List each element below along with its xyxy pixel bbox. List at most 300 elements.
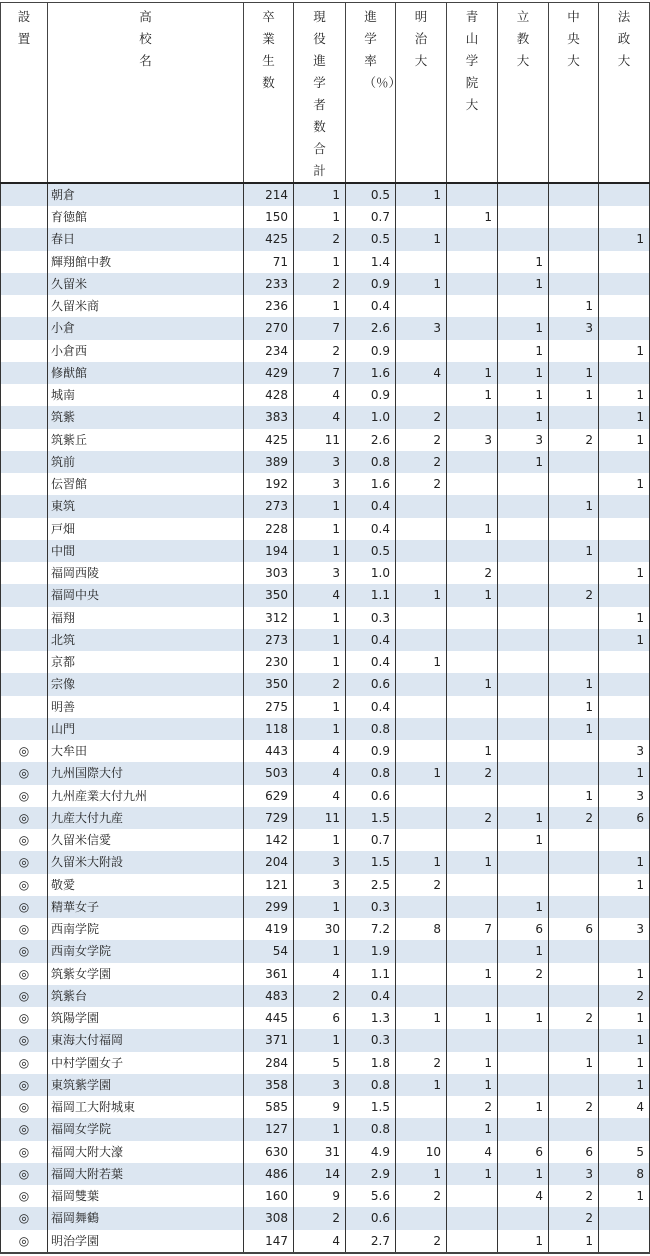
hosei-cell: 1 (599, 473, 650, 495)
table-row (1, 1096, 650, 1118)
rate-cell: 7.2 (346, 918, 396, 940)
table-row (1, 251, 650, 273)
mark-cell: ◎ (1, 762, 48, 784)
rikkyo-cell: 1 (498, 1163, 549, 1185)
header-establishment: 設置 (1, 3, 48, 184)
total-enrolled-cell: 9 (294, 1096, 346, 1118)
hosei-cell (599, 251, 650, 273)
table-body (1, 183, 650, 1253)
hosei-cell: 1 (599, 629, 650, 651)
aoyama-cell: 2 (447, 562, 498, 584)
rate-cell: 1.5 (346, 851, 396, 873)
total-enrolled-cell: 7 (294, 317, 346, 339)
rikkyo-cell: 1 (498, 451, 549, 473)
rikkyo-cell: 2 (498, 963, 549, 985)
table-row (1, 406, 650, 428)
table-row (1, 651, 650, 673)
meiji-cell: 1 (396, 851, 447, 873)
chuo-cell (549, 651, 599, 673)
rate-cell: 0.7 (346, 829, 396, 851)
rate-cell: 2.6 (346, 429, 396, 451)
rate-cell: 1.0 (346, 406, 396, 428)
chuo-cell: 2 (549, 1207, 599, 1229)
graduates-cell: 371 (244, 1029, 294, 1051)
meiji-cell (396, 518, 447, 540)
rikkyo-cell: 1 (498, 807, 549, 829)
rate-cell: 0.3 (346, 896, 396, 918)
meiji-cell (396, 562, 447, 584)
aoyama-cell: 1 (447, 584, 498, 606)
mark-cell: ◎ (1, 785, 48, 807)
aoyama-cell: 2 (447, 762, 498, 784)
mark-cell: ◎ (1, 1029, 48, 1051)
graduates-cell: 361 (244, 963, 294, 985)
hosei-cell: 1 (599, 406, 650, 428)
graduates-cell: 54 (244, 940, 294, 962)
school-name-cell: 朝倉 (48, 183, 244, 206)
mark-cell: ◎ (1, 940, 48, 962)
chuo-cell: 1 (549, 1230, 599, 1253)
meiji-cell (396, 985, 447, 1007)
hosei-cell: 5 (599, 1141, 650, 1163)
hosei-cell (599, 495, 650, 517)
rikkyo-cell: 1 (498, 1230, 549, 1253)
meiji-cell: 2 (396, 429, 447, 451)
aoyama-cell (447, 273, 498, 295)
hosei-cell (599, 718, 650, 740)
rate-cell: 1.4 (346, 251, 396, 273)
meiji-cell (396, 251, 447, 273)
graduates-cell: 150 (244, 206, 294, 228)
aoyama-cell: 2 (447, 1096, 498, 1118)
graduates-cell: 275 (244, 696, 294, 718)
hosei-cell: 4 (599, 1096, 650, 1118)
aoyama-cell (447, 718, 498, 740)
table-row (1, 1207, 650, 1229)
meiji-cell: 2 (396, 451, 447, 473)
graduates-cell: 121 (244, 874, 294, 896)
graduates-cell: 273 (244, 629, 294, 651)
mark-cell (1, 429, 48, 451)
aoyama-cell (447, 451, 498, 473)
chuo-cell (549, 183, 599, 206)
graduates-cell: 160 (244, 1185, 294, 1207)
meiji-cell: 2 (396, 1185, 447, 1207)
total-enrolled-cell: 11 (294, 807, 346, 829)
meiji-cell: 2 (396, 473, 447, 495)
table-row (1, 540, 650, 562)
rikkyo-cell: 1 (498, 340, 549, 362)
hosei-cell: 1 (599, 1074, 650, 1096)
aoyama-cell: 3 (447, 429, 498, 451)
chuo-cell (549, 518, 599, 540)
hosei-cell: 1 (599, 874, 650, 896)
table-row (1, 228, 650, 250)
rikkyo-cell (498, 1118, 549, 1140)
meiji-cell (396, 1096, 447, 1118)
aoyama-cell (447, 295, 498, 317)
meiji-cell: 1 (396, 1163, 447, 1185)
school-name-cell: 東筑紫学園 (48, 1074, 244, 1096)
hosei-cell: 1 (599, 1185, 650, 1207)
school-name-cell: 城南 (48, 384, 244, 406)
aoyama-cell: 1 (447, 362, 498, 384)
school-name-cell: 久留米信愛 (48, 829, 244, 851)
graduates-cell: 71 (244, 251, 294, 273)
graduates-cell: 270 (244, 317, 294, 339)
rate-cell: 0.4 (346, 696, 396, 718)
meiji-cell (396, 785, 447, 807)
meiji-cell: 2 (396, 406, 447, 428)
mark-cell (1, 362, 48, 384)
graduates-cell: 118 (244, 718, 294, 740)
meiji-cell (396, 740, 447, 762)
rate-cell: 0.4 (346, 985, 396, 1007)
chuo-cell (549, 940, 599, 962)
total-enrolled-cell: 1 (294, 183, 346, 206)
aoyama-cell: 1 (447, 1052, 498, 1074)
table-row (1, 1118, 650, 1140)
mark-cell: ◎ (1, 1074, 48, 1096)
rikkyo-cell (498, 740, 549, 762)
chuo-cell (549, 206, 599, 228)
meiji-cell: 1 (396, 273, 447, 295)
chuo-cell: 1 (549, 495, 599, 517)
aoyama-cell: 7 (447, 918, 498, 940)
hosei-cell (599, 206, 650, 228)
chuo-cell (549, 251, 599, 273)
rikkyo-cell (498, 985, 549, 1007)
hosei-cell: 1 (599, 607, 650, 629)
meiji-cell (396, 295, 447, 317)
hosei-cell: 1 (599, 1029, 650, 1051)
hosei-cell: 3 (599, 740, 650, 762)
table-row (1, 429, 650, 451)
school-name-cell: 中村学園女子 (48, 1052, 244, 1074)
graduates-cell: 486 (244, 1163, 294, 1185)
table-row (1, 495, 650, 517)
aoyama-cell: 1 (447, 206, 498, 228)
aoyama-cell (447, 406, 498, 428)
meiji-cell (396, 206, 447, 228)
meiji-cell: 1 (396, 1074, 447, 1096)
mark-cell: ◎ (1, 1230, 48, 1253)
mark-cell (1, 295, 48, 317)
chuo-cell (549, 740, 599, 762)
mark-cell (1, 406, 48, 428)
table-row (1, 851, 650, 873)
rikkyo-cell (498, 206, 549, 228)
table-row (1, 940, 650, 962)
school-name-cell: 春日 (48, 228, 244, 250)
rikkyo-cell (498, 518, 549, 540)
rikkyo-cell: 1 (498, 273, 549, 295)
chuo-cell (549, 762, 599, 784)
aoyama-cell (447, 540, 498, 562)
rate-cell: 0.5 (346, 183, 396, 206)
mark-cell (1, 317, 48, 339)
meiji-cell: 1 (396, 228, 447, 250)
total-enrolled-cell: 1 (294, 1118, 346, 1140)
school-name-cell: 筑紫台 (48, 985, 244, 1007)
hosei-cell (599, 829, 650, 851)
graduates-cell: 425 (244, 228, 294, 250)
chuo-cell (549, 629, 599, 651)
aoyama-cell (447, 340, 498, 362)
table-row (1, 874, 650, 896)
rate-cell: 0.4 (346, 651, 396, 673)
hosei-cell (599, 362, 650, 384)
rate-cell: 5.6 (346, 1185, 396, 1207)
graduates-cell: 230 (244, 651, 294, 673)
chuo-cell (549, 851, 599, 873)
chuo-cell: 1 (549, 718, 599, 740)
school-name-cell: 久留米 (48, 273, 244, 295)
total-enrolled-cell: 1 (294, 829, 346, 851)
mark-cell (1, 562, 48, 584)
chuo-cell (549, 829, 599, 851)
aoyama-cell (447, 228, 498, 250)
meiji-cell (396, 1207, 447, 1229)
aoyama-cell (447, 1029, 498, 1051)
rikkyo-cell (498, 228, 549, 250)
hosei-cell (599, 1118, 650, 1140)
school-name-cell: 京都 (48, 651, 244, 673)
school-name-cell: 九州産業大付九州 (48, 785, 244, 807)
meiji-cell (396, 673, 447, 695)
table-row (1, 451, 650, 473)
rate-cell: 2.7 (346, 1230, 396, 1253)
aoyama-cell (447, 940, 498, 962)
rikkyo-cell: 1 (498, 1096, 549, 1118)
graduates-cell: 236 (244, 295, 294, 317)
school-name-cell: 筑紫 (48, 406, 244, 428)
chuo-cell (549, 1029, 599, 1051)
table-row (1, 1029, 650, 1051)
total-enrolled-cell: 1 (294, 940, 346, 962)
rate-cell: 1.3 (346, 1007, 396, 1029)
chuo-cell: 6 (549, 1141, 599, 1163)
hosei-cell (599, 540, 650, 562)
rate-cell: 1.6 (346, 362, 396, 384)
rikkyo-cell (498, 785, 549, 807)
chuo-cell (549, 1118, 599, 1140)
total-enrolled-cell: 1 (294, 518, 346, 540)
total-enrolled-cell: 4 (294, 384, 346, 406)
total-enrolled-cell: 4 (294, 584, 346, 606)
hosei-cell: 1 (599, 384, 650, 406)
hosei-cell (599, 651, 650, 673)
total-enrolled-cell: 2 (294, 228, 346, 250)
admissions-table (0, 2, 650, 1254)
mark-cell: ◎ (1, 807, 48, 829)
total-enrolled-cell: 11 (294, 429, 346, 451)
total-enrolled-cell: 1 (294, 251, 346, 273)
school-name-cell: 福岡女学院 (48, 1118, 244, 1140)
hosei-cell (599, 1207, 650, 1229)
aoyama-cell: 2 (447, 807, 498, 829)
school-name-cell: 福岡大附若葉 (48, 1163, 244, 1185)
rikkyo-cell: 1 (498, 251, 549, 273)
rate-cell: 0.9 (346, 340, 396, 362)
aoyama-cell (447, 985, 498, 1007)
total-enrolled-cell: 2 (294, 985, 346, 1007)
hosei-cell: 3 (599, 785, 650, 807)
graduates-cell: 358 (244, 1074, 294, 1096)
graduates-cell: 630 (244, 1141, 294, 1163)
school-name-cell: 西南学院 (48, 918, 244, 940)
rate-cell: 0.4 (346, 295, 396, 317)
total-enrolled-cell: 3 (294, 1074, 346, 1096)
rate-cell: 0.5 (346, 540, 396, 562)
meiji-cell (396, 963, 447, 985)
graduates-cell: 483 (244, 985, 294, 1007)
mark-cell (1, 584, 48, 606)
chuo-cell (549, 896, 599, 918)
graduates-cell: 194 (244, 540, 294, 562)
mark-cell: ◎ (1, 1007, 48, 1029)
school-name-cell: 西南女学院 (48, 940, 244, 962)
total-enrolled-cell: 4 (294, 762, 346, 784)
aoyama-cell: 1 (447, 851, 498, 873)
mark-cell (1, 451, 48, 473)
header-total-enrolled: 現役進学者数合計 (294, 3, 346, 184)
chuo-cell: 2 (549, 1185, 599, 1207)
aoyama-cell (447, 495, 498, 517)
school-name-cell: 大牟田 (48, 740, 244, 762)
hosei-cell (599, 273, 650, 295)
rate-cell: 2.5 (346, 874, 396, 896)
total-enrolled-cell: 6 (294, 1007, 346, 1029)
mark-cell (1, 696, 48, 718)
rikkyo-cell (498, 762, 549, 784)
chuo-cell: 1 (549, 540, 599, 562)
rikkyo-cell: 3 (498, 429, 549, 451)
graduates-cell: 419 (244, 918, 294, 940)
hosei-cell: 3 (599, 918, 650, 940)
aoyama-cell: 1 (447, 1118, 498, 1140)
table-row (1, 473, 650, 495)
aoyama-cell (447, 473, 498, 495)
meiji-cell: 1 (396, 1007, 447, 1029)
header-rate: 進学率（％） (346, 3, 396, 184)
meiji-cell (396, 696, 447, 718)
mark-cell (1, 495, 48, 517)
rikkyo-cell: 6 (498, 918, 549, 940)
rikkyo-cell: 1 (498, 1007, 549, 1029)
mark-cell: ◎ (1, 1141, 48, 1163)
mark-cell (1, 183, 48, 206)
meiji-cell (396, 1029, 447, 1051)
meiji-cell (396, 340, 447, 362)
total-enrolled-cell: 2 (294, 673, 346, 695)
total-enrolled-cell: 1 (294, 540, 346, 562)
school-name-cell: 福岡大附大濠 (48, 1141, 244, 1163)
school-name-cell: 福岡工大附城東 (48, 1096, 244, 1118)
table-row (1, 963, 650, 985)
mark-cell: ◎ (1, 1052, 48, 1074)
graduates-cell: 228 (244, 518, 294, 540)
rate-cell: 2.9 (346, 1163, 396, 1185)
aoyama-cell: 1 (447, 963, 498, 985)
total-enrolled-cell: 30 (294, 918, 346, 940)
school-name-cell: 東海大付福岡 (48, 1029, 244, 1051)
graduates-cell: 204 (244, 851, 294, 873)
total-enrolled-cell: 3 (294, 851, 346, 873)
total-enrolled-cell: 2 (294, 340, 346, 362)
hosei-cell: 1 (599, 562, 650, 584)
school-name-cell: 福岡西陵 (48, 562, 244, 584)
meiji-cell (396, 896, 447, 918)
graduates-cell: 284 (244, 1052, 294, 1074)
hosei-cell: 1 (599, 851, 650, 873)
chuo-cell (549, 451, 599, 473)
rate-cell: 0.8 (346, 718, 396, 740)
mark-cell (1, 607, 48, 629)
chuo-cell (549, 1074, 599, 1096)
graduates-cell: 127 (244, 1118, 294, 1140)
rate-cell: 0.9 (346, 384, 396, 406)
total-enrolled-cell: 1 (294, 495, 346, 517)
hosei-cell: 2 (599, 985, 650, 1007)
rikkyo-cell (498, 1207, 549, 1229)
school-name-cell: 修猷館 (48, 362, 244, 384)
chuo-cell (549, 874, 599, 896)
rikkyo-cell (498, 562, 549, 584)
rikkyo-cell (498, 1029, 549, 1051)
header-chuo: 中央大 (549, 3, 599, 184)
rikkyo-cell: 1 (498, 829, 549, 851)
chuo-cell (549, 273, 599, 295)
school-name-cell: 九州国際大付 (48, 762, 244, 784)
chuo-cell: 2 (549, 429, 599, 451)
header-row (1, 3, 650, 184)
graduates-cell: 273 (244, 495, 294, 517)
graduates-cell: 585 (244, 1096, 294, 1118)
aoyama-cell (447, 829, 498, 851)
school-name-cell: 小倉西 (48, 340, 244, 362)
meiji-cell (396, 629, 447, 651)
school-name-cell: 筑紫丘 (48, 429, 244, 451)
hosei-cell (599, 696, 650, 718)
mark-cell: ◎ (1, 851, 48, 873)
rikkyo-cell: 1 (498, 940, 549, 962)
total-enrolled-cell: 1 (294, 696, 346, 718)
meiji-cell (396, 1118, 447, 1140)
rate-cell: 0.8 (346, 1074, 396, 1096)
hosei-cell (599, 896, 650, 918)
header-hosei: 法政大 (599, 3, 650, 184)
total-enrolled-cell: 4 (294, 785, 346, 807)
meiji-cell (396, 718, 447, 740)
chuo-cell: 6 (549, 918, 599, 940)
rikkyo-cell (498, 183, 549, 206)
graduates-cell: 214 (244, 183, 294, 206)
mark-cell (1, 629, 48, 651)
rate-cell: 0.8 (346, 1118, 396, 1140)
table-row (1, 1007, 650, 1029)
total-enrolled-cell: 1 (294, 718, 346, 740)
mark-cell: ◎ (1, 1163, 48, 1185)
rate-cell: 0.5 (346, 228, 396, 250)
table-row (1, 206, 650, 228)
chuo-cell: 1 (549, 673, 599, 695)
school-name-cell: 輝翔館中教 (48, 251, 244, 273)
school-name-cell: 敬愛 (48, 874, 244, 896)
rikkyo-cell (498, 874, 549, 896)
total-enrolled-cell: 9 (294, 1185, 346, 1207)
hosei-cell: 8 (599, 1163, 650, 1185)
